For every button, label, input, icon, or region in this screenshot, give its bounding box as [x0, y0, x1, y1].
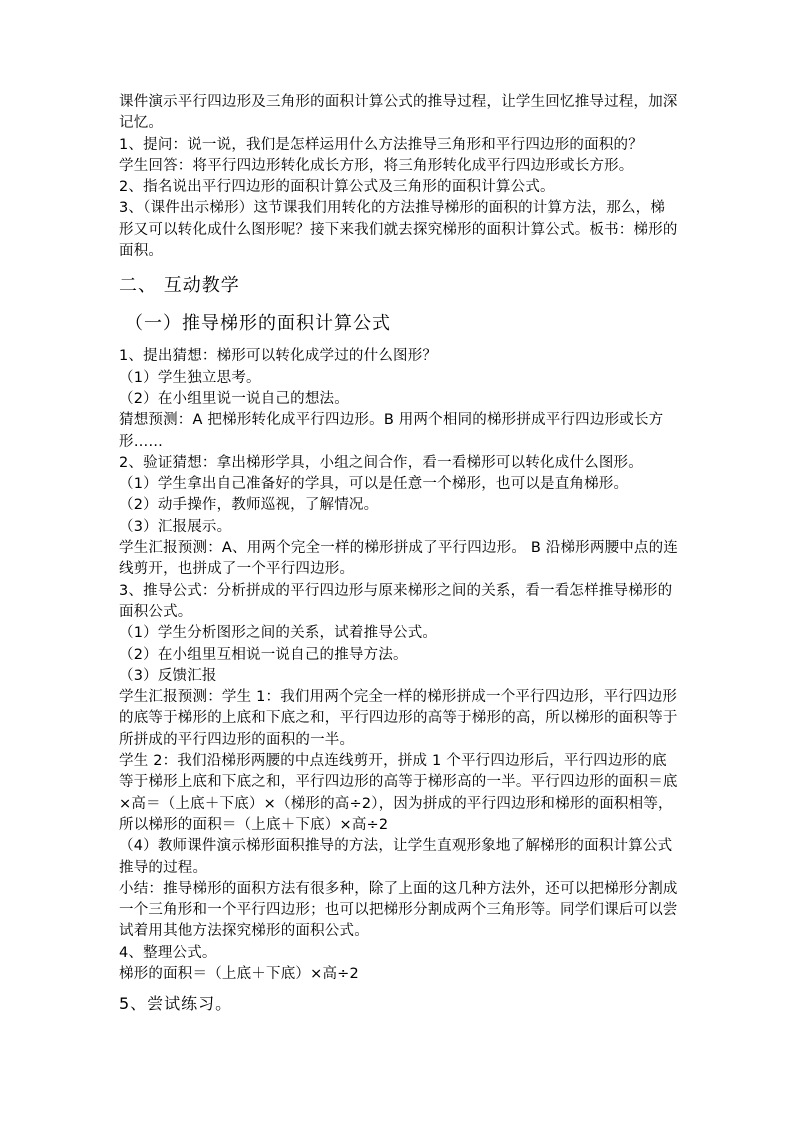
body-line: （1）学生拿出自己准备好的学具，可以是任意一个梯形，也可以是直角梯形。: [119, 476, 629, 493]
body-line: 所以梯形的面积＝（上底＋下底）×高÷2: [119, 816, 389, 833]
body-line: 1、提出猜想：梯形可以转化成学过的什么图形？: [119, 348, 438, 365]
document-page: [119, 92, 679, 1015]
body-line: 学生汇报预测：A、用两个完全一样的梯形拼成了平行四边形。 B 沿梯形两腰中点的连线剪开，也拼成了一个平行四边形。: [119, 540, 679, 578]
body-line: （2）动手操作，教师巡视，了解情况。: [119, 497, 379, 514]
body-line: 3、推导公式：分析拼成的平行四边形与原来梯形之间的关系，看一看怎样推导梯形的面积公式。: [119, 582, 673, 620]
intro-answer: 学生回答：将平行四边形转化成长方形，将三角形转化成平行四边形或长方形。: [119, 157, 634, 174]
body-line: （3）反馈汇报: [119, 667, 217, 684]
body-line: （4）教师课件演示梯形面积推导的方法，让学生直观形象地了解梯形的面积计算公式推导的过程。: [119, 838, 673, 876]
practice-heading: 5、尝试练习。: [119, 994, 233, 1014]
body-line: 2、验证猜想：拿出梯形学具，小组之间合作，看一看梯形可以转化成什么图形。: [119, 454, 643, 471]
body-line: 小结：推导梯形的面积方法有很多种，除了上面的这几种方法外，还可以把梯形分割成一个三角形和一个平行四边形；也可以把梯形分割成两个三角形等。同学们课后可以尝试着用其他方法探究梯形的面积公式。: [119, 880, 678, 940]
body-line: 学生汇报预测：学生 1：我们用两个完全一样的梯形拼成一个平行四边形，平行四边形的底等于梯形的上底和下底之和，平行四边形的高等于梯形的高，所以梯形的面积等于所拼成的平行四边形的面积的一半。: [119, 689, 678, 748]
body-line: （3）汇报展示。: [119, 518, 232, 535]
intro-paragraph: 课件演示平行四边形及三角形的面积计算公式的推导过程，让学生回忆推导过程，加深记忆。: [119, 94, 678, 132]
body-line: 4、整理公式。: [119, 944, 217, 961]
body-line: （1）学生独立思考。: [119, 369, 261, 386]
body-line: 猜想预测：A 把梯形转化成平行四边形。B 用两个相同的梯形拼成平行四边形或长方形……: [119, 412, 664, 450]
intro-question-3: 3、（课件出示梯形）这节课我们用转化的方法推导梯形的面积的计算方法，那么，梯形又可以转化成什么图形呢？接下来我们就去探究梯形的面积计算公式。板书：梯形的面积。: [119, 200, 678, 260]
intro-question-1: 1、提问：说一说，我们是怎样运用什么方法推导三角形和平行四边形的面积的？: [119, 136, 643, 153]
body-line: 学生 2：我们沿梯形两腰的中点连线剪开，拼成 1 个平行四边形后，平行四边形的底等于梯形上底和下底之和，平行四边形的高等于梯形高的一半。平行四边形的面积＝底×高＝（上底＋下底）×（梯形的高÷2），因为拼成的平行四边形和梯形的面积相等，: [119, 753, 678, 812]
intro-question-2: 2、指名说出平行四边形的面积计算公式及三角形的面积计算公式。: [119, 179, 555, 196]
body-line: 梯形的面积＝（上底＋下底）×高÷2: [119, 965, 359, 982]
section-heading: 二、 互动教学: [119, 275, 240, 297]
body-line: （1）学生分析图形之间的关系，试着推导公式。: [119, 625, 438, 642]
body-line: （2）在小组里说一说自己的想法。: [119, 390, 349, 407]
subsection-heading: （一）推导梯形的面积计算公式: [125, 313, 391, 335]
body-line: （2）在小组里互相说一说自己的推导方法。: [119, 646, 408, 663]
